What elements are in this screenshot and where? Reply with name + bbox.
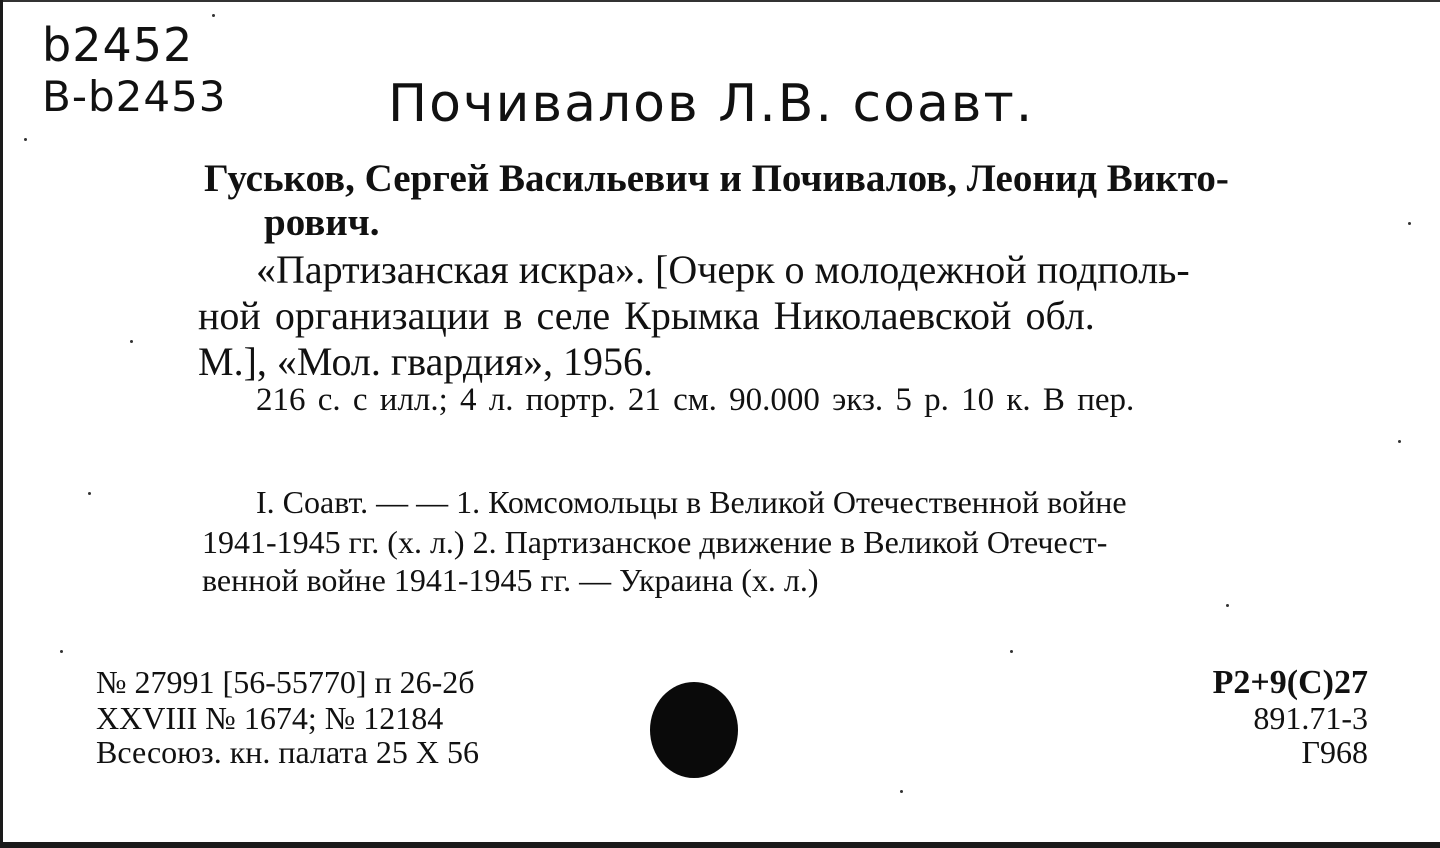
scan-speck — [900, 790, 903, 793]
scan-speck — [130, 340, 133, 343]
scan-speck — [1010, 650, 1013, 653]
card-bottom-edge — [0, 842, 1440, 848]
title-line-3: М.], «Мол. гвардия», 1956. — [198, 339, 654, 384]
scan-speck — [1408, 222, 1411, 225]
record-number-line-3: Всесоюз. кн. палата 25 X 56 — [96, 734, 479, 770]
record-number-line-1: № 27991 [56-55770] п 26-2б — [96, 664, 475, 700]
udc-code: 891.71-3 — [1253, 700, 1368, 736]
handwritten-coauthor-note: Почивалов Л.В. соавт. — [388, 74, 1035, 134]
scan-speck — [60, 650, 63, 653]
author-heading-line-2: рович. — [264, 201, 380, 244]
scan-speck — [212, 14, 215, 17]
physical-description: 216 с. с илл.; 4 л. портр. 21 см. 90.000 экз. 5 р. 10 к. В пер. — [256, 382, 1135, 418]
punch-hole — [650, 682, 738, 778]
scan-speck — [88, 492, 91, 495]
classification-code: Р2+9(С)27 — [1212, 664, 1368, 701]
title-line-1: «Партизанская искра». [Очерк о молодежной подполь- — [256, 247, 1190, 292]
record-number-line-2: XXVIII № 1674; № 12184 — [96, 700, 444, 736]
card-left-edge — [0, 0, 3, 848]
author-heading-line-1: Гуськов, Сергей Васильевич и Почивалов, Леонид Викто- — [204, 157, 1229, 200]
subject-line-2: 1941-1945 гг. (х. л.) 2. Партизанское движение в Великой Отечест- — [202, 524, 1108, 560]
handwritten-call-number-2: B-b2453 — [42, 72, 227, 121]
subject-line-1: I. Соавт. — — 1. Комсомольцы в Великой Отечественной войне — [256, 484, 1127, 520]
scan-speck — [24, 138, 27, 141]
scan-speck — [1398, 440, 1401, 443]
author-mark: Г968 — [1301, 734, 1368, 770]
card-top-edge — [0, 0, 1440, 2]
handwritten-call-number: b2452 — [42, 18, 194, 72]
subject-line-3: венной войне 1941-1945 гг. — Украина (х. л.) — [202, 562, 819, 598]
scan-speck — [1226, 604, 1229, 607]
title-line-2: ной организации в селе Крымка Николаевской обл. — [198, 293, 1095, 338]
